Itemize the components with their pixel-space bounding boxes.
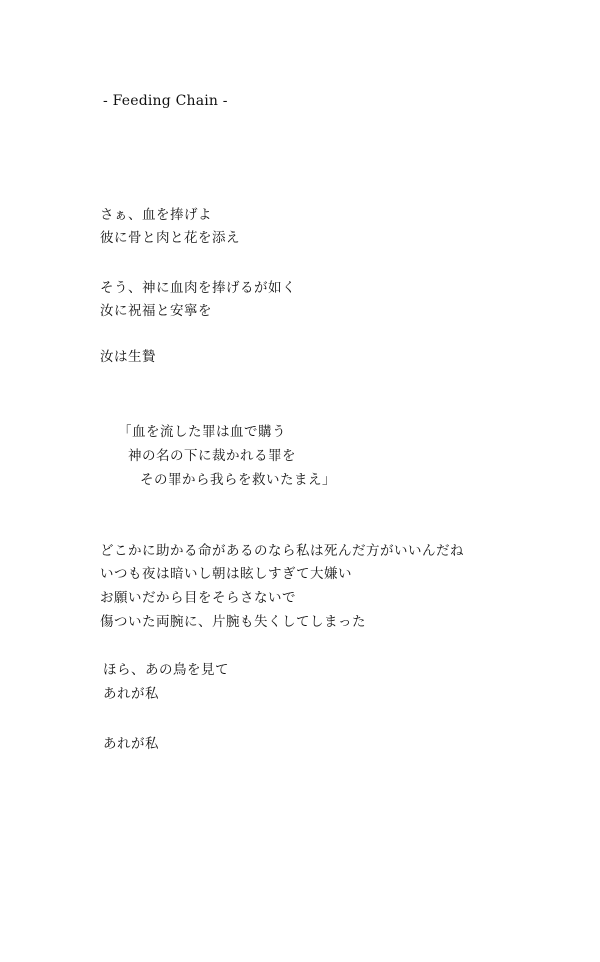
lyric-line: 神の名の下に裁かれる罪を [128, 448, 296, 464]
lyric-line: 汝に祝福と安寧を [100, 303, 212, 319]
lyric-line: いつも夜は暗いし朝は眩しすぎて大嫌い [100, 566, 352, 582]
lyric-line: 「血を流した罪は血で購う [118, 424, 286, 440]
song-title: - Feeding Chain - [103, 93, 228, 109]
lyric-line: ほら、あの鳥を見て [103, 662, 229, 678]
lyric-line: お願いだから目をそらさないで [100, 590, 296, 606]
lyric-line: 傷ついた両腕に、片腕も失くしてしまった [100, 614, 366, 630]
lyric-line: あれが私 [103, 736, 159, 752]
lyric-line: その罪から我らを救いたまえ」 [140, 472, 336, 488]
lyric-line: 汝は生贄 [100, 349, 156, 365]
lyric-line: どこかに助かる命があるのなら私は死んだ方がいいんだね [100, 543, 464, 559]
lyric-line: あれが私 [103, 686, 159, 702]
lyric-line: そう、神に血肉を捧げるが如く [100, 280, 296, 296]
lyric-line: さぁ、血を捧げよ [100, 207, 212, 223]
lyric-line: 彼に骨と肉と花を添え [100, 230, 240, 246]
